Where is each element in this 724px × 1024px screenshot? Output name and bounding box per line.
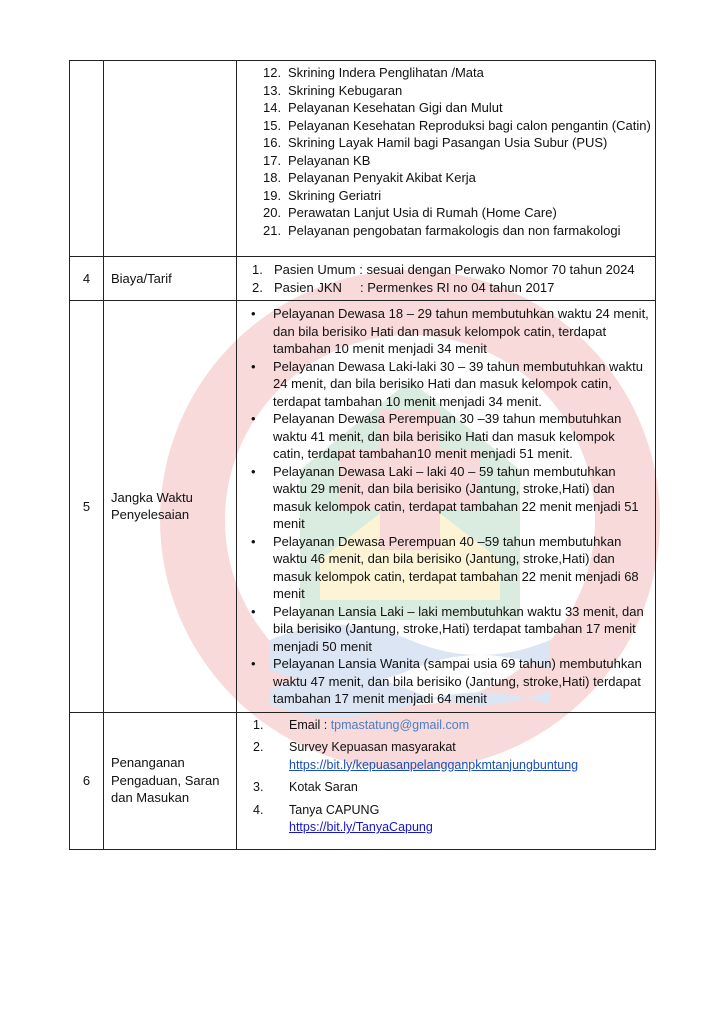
list-text: Pelayanan Dewasa 18 – 29 tahun membutuhkan waktu 24 menit, dan bila berisiko Hati dan masuk kelompok catin, terdapat tambahan 10 menit menjadi 34 menit bbox=[273, 306, 649, 356]
list-item bbox=[263, 64, 655, 82]
contact-link[interactable]: https://bit.ly/kepuasanpelangganpkmtanjungbuntung bbox=[289, 757, 579, 772]
list-text: Pelayanan Dewasa Perempuan 40 –59 tahun membutuhkan waktu 46 menit, dan bila berisiko (Jantung, stroke,Hati) dan masuk kelompok catin, terdapat tambahan 22 menit menjadi 68 menit bbox=[273, 533, 639, 601]
list-text: Survey Kepuasan masyarakat bbox=[289, 740, 456, 754]
list-item bbox=[249, 261, 655, 279]
list-item bbox=[263, 134, 655, 152]
list-item bbox=[253, 739, 655, 774]
list-text: Skrining Layak Hamil bagi Pasangan Usia Subur (PUS) bbox=[288, 135, 608, 150]
list-text: Pelayanan Dewasa Perempuan 30 –39 tahun membutuhkan waktu 41 menit, dan bila berisiko Hati dan masuk kelompok catin, terdapat tambahan10 menit menjadi 51 menit. bbox=[273, 411, 622, 461]
list-item bbox=[263, 82, 655, 100]
list-text: Pelayanan Kesehatan Reproduksi bagi calon pengantin (Catin) bbox=[288, 117, 651, 133]
list-text: Pelayanan Kesehatan Gigi dan Mulut bbox=[288, 100, 503, 115]
list-item bbox=[263, 187, 655, 205]
list-item bbox=[263, 117, 655, 135]
list-number: 15. bbox=[263, 117, 282, 133]
list-item bbox=[251, 305, 649, 358]
service-list bbox=[237, 61, 655, 242]
list-number: 2. bbox=[253, 740, 264, 754]
list-number: 21. bbox=[263, 222, 282, 238]
list-item bbox=[251, 533, 649, 603]
list-text: Pelayanan pengobatan farmakologis dan non farmakologi bbox=[288, 222, 621, 238]
list-number: 17. bbox=[263, 152, 282, 168]
list-item bbox=[263, 99, 655, 117]
list-item bbox=[253, 717, 655, 735]
list-item bbox=[253, 802, 655, 837]
list-number: 1. bbox=[253, 717, 264, 732]
list-number: 16. bbox=[263, 135, 282, 150]
list-text: Pasien Umum : sesuai dengan Perwako Nomor 70 tahun 2024 bbox=[274, 262, 635, 277]
row-label-cell: Jangka Waktu Penyelesaian bbox=[104, 301, 237, 713]
list-item bbox=[249, 279, 655, 297]
contact-link[interactable]: tpmastatung@gmail.com bbox=[330, 717, 470, 732]
list-item bbox=[263, 169, 655, 187]
row-number-cell: 5 bbox=[70, 301, 104, 713]
list-item bbox=[251, 603, 649, 656]
list-number: 12. bbox=[263, 65, 282, 80]
list-number: 4. bbox=[253, 802, 264, 817]
list-text: Pelayanan Dewasa Laki-laki 30 – 39 tahun membutuhkan waktu 24 menit, dan bila berisiko Hati dan masuk kelompok catin, terdapat tambahan 10 menit menjadi 34 menit. bbox=[273, 358, 644, 409]
duration-list-cell bbox=[237, 301, 656, 713]
list-text: Perawatan Lanjut Usia di Rumah (Home Care) bbox=[288, 205, 557, 220]
list-text: Tanya CAPUNG bbox=[289, 802, 380, 817]
bullet-marker: • bbox=[251, 358, 256, 374]
row-label-cell: Penanganan Pengaduan, Saran dan Masukan bbox=[104, 712, 237, 849]
list-text: Pelayanan Penyakit Akibat Kerja bbox=[288, 170, 476, 185]
list-number: 3. bbox=[253, 780, 264, 794]
bullet-marker: • bbox=[251, 603, 256, 619]
row-number-cell bbox=[70, 61, 104, 257]
list-text: Pelayanan Dewasa Laki – laki 40 – 59 tahun membutuhkan waktu 29 menit, dan bila berisiko (Jantung, stroke,Hati) dan masuk kelompok catin, terdapat tambahan 22 menit menjadi 51 menit bbox=[273, 463, 639, 531]
list-text: Pasien JKN : Permenkes RI no 04 tahun 2017 bbox=[274, 279, 555, 295]
bullet-marker: • bbox=[251, 656, 256, 671]
list-number: 2. bbox=[252, 279, 263, 295]
list-item bbox=[263, 222, 655, 240]
complaint-list-cell bbox=[237, 712, 656, 849]
contact-link[interactable]: https://bit.ly/TanyaCapung bbox=[289, 820, 433, 834]
list-text: Skrining Geriatri bbox=[288, 187, 382, 203]
list-item bbox=[263, 152, 655, 170]
list-text: Email : bbox=[289, 717, 331, 732]
bullet-marker: • bbox=[251, 306, 256, 321]
row-number-cell: 6 bbox=[70, 712, 104, 849]
list-text: Skrining Indera Penglihatan /Mata bbox=[288, 65, 484, 80]
list-number: 20. bbox=[263, 205, 282, 220]
list-item bbox=[251, 358, 649, 411]
list-item bbox=[251, 463, 649, 533]
list-text: Pelayanan KB bbox=[288, 152, 371, 168]
bullet-marker: • bbox=[251, 411, 256, 426]
list-item bbox=[253, 779, 655, 797]
duration-list bbox=[237, 301, 655, 712]
fee-list-cell bbox=[237, 257, 656, 301]
table-row bbox=[70, 61, 656, 257]
list-number: 18. bbox=[263, 170, 282, 185]
row-number-cell: 4 bbox=[70, 257, 104, 301]
service-standard-table bbox=[69, 60, 656, 850]
list-number: 13. bbox=[263, 82, 282, 98]
list-text: Kotak Saran bbox=[289, 780, 358, 794]
table-row bbox=[70, 257, 656, 301]
list-number: 14. bbox=[263, 100, 282, 115]
list-number: 1. bbox=[252, 262, 263, 277]
fee-list bbox=[237, 257, 655, 300]
row-label-cell bbox=[104, 61, 237, 257]
row-label-cell: Biaya/Tarif bbox=[104, 257, 237, 301]
table-row bbox=[70, 301, 656, 713]
service-list-cell bbox=[237, 61, 656, 257]
list-number: 19. bbox=[263, 187, 282, 203]
list-text: Pelayanan Lansia Wanita (sampai usia 69 tahun) membutuhkan waktu 47 menit, dan bila berisiko (Jantung, stroke,Hati) terdapat tambahan 17 menit menjadi 64 menit bbox=[273, 656, 642, 706]
table-row bbox=[70, 712, 656, 849]
bullet-marker: • bbox=[251, 533, 256, 549]
list-item bbox=[263, 204, 655, 222]
bullet-marker: • bbox=[251, 463, 256, 479]
list-item bbox=[251, 655, 649, 708]
list-item bbox=[251, 410, 649, 463]
list-text: Skrining Kebugaran bbox=[288, 82, 403, 98]
complaint-channel-list bbox=[237, 713, 655, 846]
list-text: Pelayanan Lansia Laki – laki membutuhkan waktu 33 menit, dan bila berisiko (Jantung, stroke,Hati) terdapat tambahan 17 menit menjadi 50 menit bbox=[273, 603, 644, 654]
